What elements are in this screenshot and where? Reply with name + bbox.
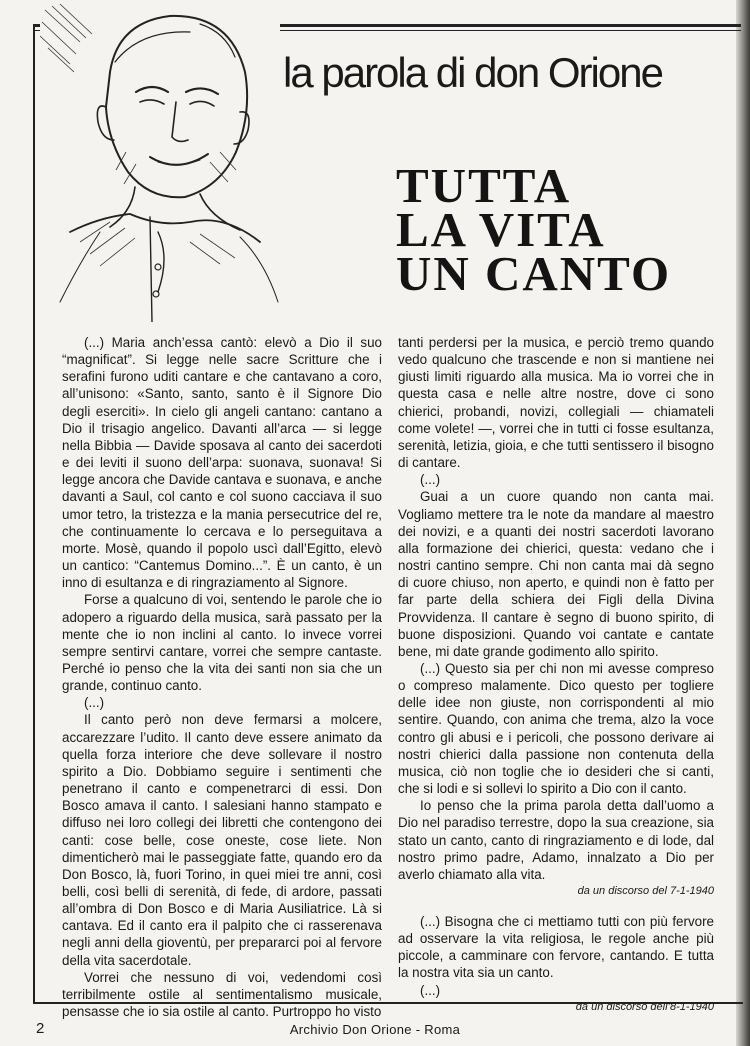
ellipsis: (...)	[420, 982, 441, 998]
paragraph: Vorrei che nessuno di voi, vedendomi così terribilmente ostile al sentimentalismo musicale, pensasse che io sia ostile al canto. Purtroppo ho visto	[62, 969, 382, 1020]
source-citation: da un discorso dell’8-1-1940	[575, 1000, 714, 1013]
right-column	[398, 334, 714, 1029]
paragraph: Il canto però non deve fermarsi a molcere, accarezzare l’udito. Il canto deve essere animato da quella forza interiore che deve sollevare il nostro spirito a Dio. Dobbiamo seguire i sentimenti che penetrano il canto e compenetrarci di essi. Don Bosco amava il canto. I salesiani hanno stampato e diffuso nei loro collegi dei libretti che contengono dei canti: cose belle, cose oneste, cose liete. Non dimenticherò mai le passeggiate fatte, quando ero da Don Bosco, là, fuori Torino, in quei miei tre anni, così belli, così belli di serenità, di fede, di ardore, passati all’ombra di Don Bosco e di Maria Ausiliatrice. Là si cantava. Ed il canto era il palpito che ci rasserenava negli anni della gioventù, per prepararci poi al fervore della vita sacerdotale.	[62, 712, 382, 968]
paragraph: tanti perdersi per la musica, e perciò tremo quando vedo qualcuno che trascende e non si mantiene nei giusti limiti riguardo alla musica. Ma io vorrei che in questa casa e nelle altre nostre, dove ci sono chierici, probandi, novizi, collegiali — chiamateli come volete! —, vorrei che in tutti ci fosse esultanza, serenità, letizia, gioia, e che tutti sentissero il bisogno di cantare.	[398, 335, 714, 471]
source-citation: da un discorso del 7-1-1940	[577, 885, 714, 897]
paragraph: Guai a un cuore quando non canta mai. Vogliamo mettere tra le note da mandare al maestro dei novizi, e a quanti dei nostri sacerdoti lavorano alla formazione dei chierici, questa: vedano che i nostri cantino sempre. Chi non canta mai dà segno di cuore chiuso, non aperto, e quindi non è fatto per far parte della schiera dei Figli della Divina Provvidenza. Il cantare è segno di buono spirito, di buone disposizioni. Quando voi cantate e cantate bene, mi date grande godimento allo spirito.	[398, 489, 714, 659]
title-line: TUTTA	[396, 158, 572, 213]
title-line: UN CANTO	[396, 246, 672, 301]
ellipsis: (...)	[84, 695, 105, 711]
section-heading: la parola di don Orione	[283, 49, 662, 96]
paragraph: Forse a qualcuno di voi, sentendo le parole che io adopero a riguardo della musica, sarà passato per la mente che io non inclini al canto. Io invece vorrei sempre sentirvi cantare, vorrei che sempre cantaste. Perché io penso che la vita dei santi non sia che un grande, continuo canto.	[62, 592, 382, 694]
paragraph: (...) Bisogna che ci mettiamo tutti con più fervore ad osservare la vita religiosa, le regole anche più piccole, a camminare con fervore, cantando. E tutta la nostra vita sia un canto.	[398, 914, 714, 981]
article-title	[396, 158, 716, 301]
paragraph: (...) Questo sia per chi non mi avesse compreso o compreso malamente. Dico questo per togliere delle idee non giuste, non corrispondenti al mio sentire. Quando, con anima che trema, alzo la voce contro gli abusi e i pericoli, che possono derivare ai nostri chierici dalla passione non contenuta della musica, ciò non toglie che io desideri che si canti, che si lodi e si sollevi lo spirito a Dio con il canto.	[398, 660, 714, 797]
ellipsis: (...)	[420, 472, 441, 488]
portrait-sketch	[40, 2, 280, 322]
title-line: LA VITA	[396, 202, 606, 257]
page-number: 2	[36, 1020, 45, 1037]
paragraph: (...) Maria anch’essa cantò: elevò a Dio il suo “magnificat”. Si legge nelle sacre Scritture che i serafini furono uditi cantare e che cantavano a coro, all’unisono: «Santo, santo, santo è il Signore Dio degli eserciti». In cielo gli angeli cantano: cantano a Dio il trisagio angelico. Davanti all’arca — si legge nella Bibbia — Davide sposava al canto dei sacerdoti e dei leviti il suono dell’arpa: suonava, suonava! Si legge ancora che Davide cantava e suonava, e anche davanti a Saul, col canto e col suono cacciava il suo umor tetro, la tristezza e la mania persecutrice del re, che continuamente lo cercava e lo perseguitava a morte. Mosè, quando il popolo uscì dall’Egitto, elevò un cantico: “Cantemus Domino...”. È un canto, è un inno di esultanza e di ringraziamento al Signore.	[62, 335, 382, 591]
archive-footer: Archivio Don Orione - Roma	[289, 1022, 461, 1037]
left-column	[62, 334, 382, 1020]
paragraph: Io penso che la prima parola detta dall’uomo a Dio nel paradiso terrestre, dopo la sua creazione, sia stato un canto, canto di ringraziamento e di lode, dal nostro primo padre, Adamo, innalzato a Dio per averlo chiamato alla vita.	[398, 798, 714, 882]
